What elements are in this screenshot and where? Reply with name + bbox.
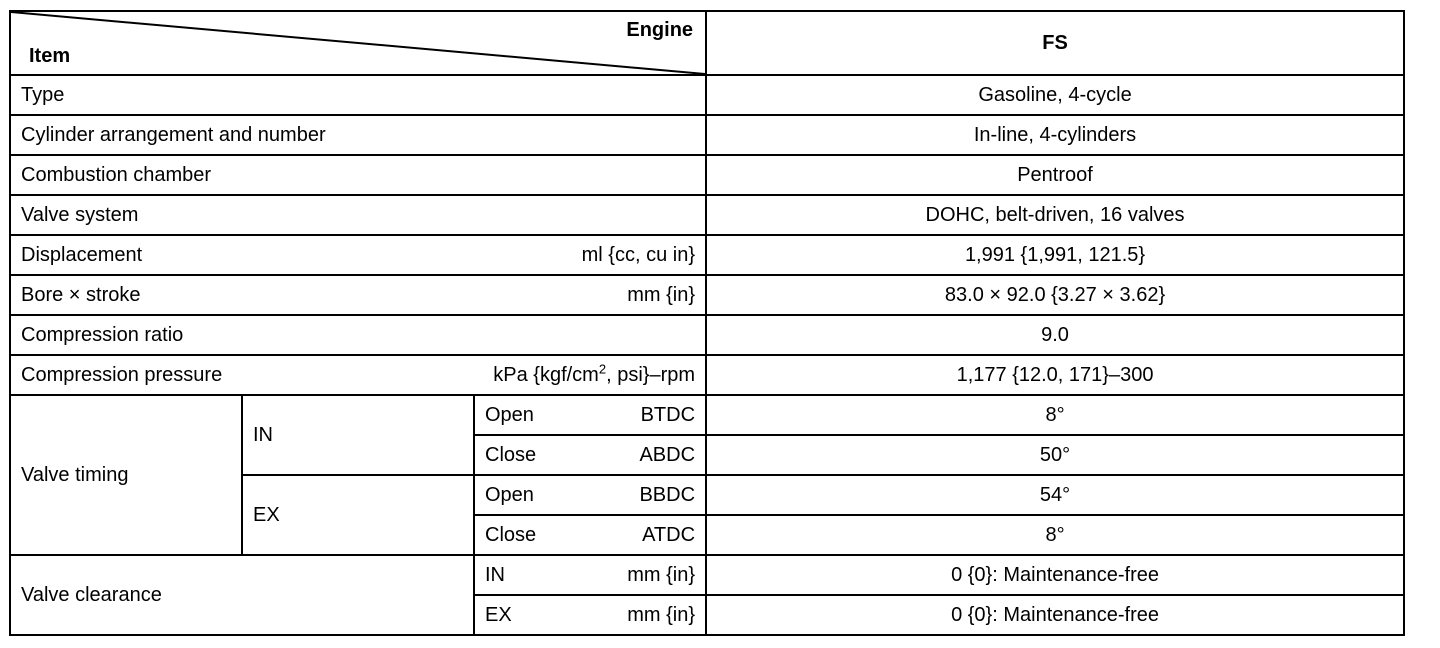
header-engine-label: Engine [626,19,694,41]
diagonal-divider [11,12,705,74]
valve-timing-event-cell [474,395,706,435]
spec-unit-superscript: 2 [598,361,607,377]
spec-value: 1,991 {1,991, 121.5} [706,235,1404,275]
valve-clearance-event-cell [474,595,706,635]
spec-row-displacement [10,235,1404,275]
event-unit: mm {in} [627,564,696,586]
event-ref: BTDC [640,404,696,426]
spec-label-cell [10,235,706,275]
valve-timing-label: Valve timing [10,395,242,555]
spec-row-compression-ratio [10,315,1404,355]
valve-clearance-label: Valve clearance [10,555,474,635]
spec-label-cell [10,75,706,115]
header-item-label: Item [29,45,71,67]
spec-value: Gasoline, 4-cycle [706,75,1404,115]
valve-timing-in-label: IN [242,395,474,475]
valve-clearance-in-row [10,555,1404,595]
spec-label-cell [10,315,706,355]
spec-unit: ml {cc, cu in} [581,244,696,266]
spec-value: 9.0 [706,315,1404,355]
header-engine-code: FS [706,11,1404,75]
valve-timing-event-cell [474,435,706,475]
spec-value: 0 {0}: Maintenance-free [706,595,1404,635]
spec-label: Compression pressure [21,364,223,386]
spec-value: 54° [706,475,1404,515]
spec-label-cell [10,195,706,235]
valve-timing-in-open-row [10,395,1404,435]
spec-label: Bore × stroke [21,284,141,306]
spec-value: 0 {0}: Maintenance-free [706,555,1404,595]
valve-timing-event-cell [474,515,706,555]
spec-unit: mm {in} [627,284,696,306]
spec-label: Displacement [21,244,143,266]
valve-timing-event-cell [474,475,706,515]
event-ref: ABDC [639,444,696,466]
event-label: Close [485,524,537,546]
spec-row-combustion [10,155,1404,195]
event-label: Open [485,484,534,506]
spec-value: DOHC, belt-driven, 16 valves [706,195,1404,235]
event-unit: mm {in} [627,604,696,626]
spec-unit-pre: kPa {kgf/cm [493,364,599,386]
event-label: Close [485,444,537,466]
event-label: EX [485,604,512,626]
spec-label: Valve system [21,204,139,226]
event-ref: ATDC [642,524,696,546]
engine-spec-table [9,10,1405,636]
spec-label: Compression ratio [21,324,184,346]
spec-label-cell [10,115,706,155]
valve-clearance-event-cell [474,555,706,595]
spec-value: 1,177 {12.0, 171}–300 [706,355,1404,395]
spec-row-type [10,75,1404,115]
spec-label: Type [21,84,65,106]
spec-unit [493,361,696,386]
spec-value: 8° [706,395,1404,435]
spec-row-bore-stroke [10,275,1404,315]
spec-label: Cylinder arrangement and number [21,124,326,146]
spec-value: In-line, 4-cylinders [706,115,1404,155]
spec-value: Pentroof [706,155,1404,195]
spec-label-cell [10,275,706,315]
event-ref: BBDC [639,484,696,506]
header-diagonal-cell [10,11,706,75]
header-row [10,11,1404,75]
spec-label-cell [10,355,706,395]
event-label: Open [485,404,534,426]
spec-value: 83.0 × 92.0 {3.27 × 3.62} [706,275,1404,315]
spec-value: 50° [706,435,1404,475]
spec-label: Combustion chamber [21,164,212,186]
spec-row-valve-system [10,195,1404,235]
valve-timing-ex-label: EX [242,475,474,555]
spec-row-cylinder [10,115,1404,155]
spec-row-compression-pressure [10,355,1404,395]
spec-value: 8° [706,515,1404,555]
event-label: IN [485,564,505,586]
spec-label-cell [10,155,706,195]
engine-spec-table-container [9,10,1403,636]
spec-unit-post: , psi}–rpm [606,364,696,386]
